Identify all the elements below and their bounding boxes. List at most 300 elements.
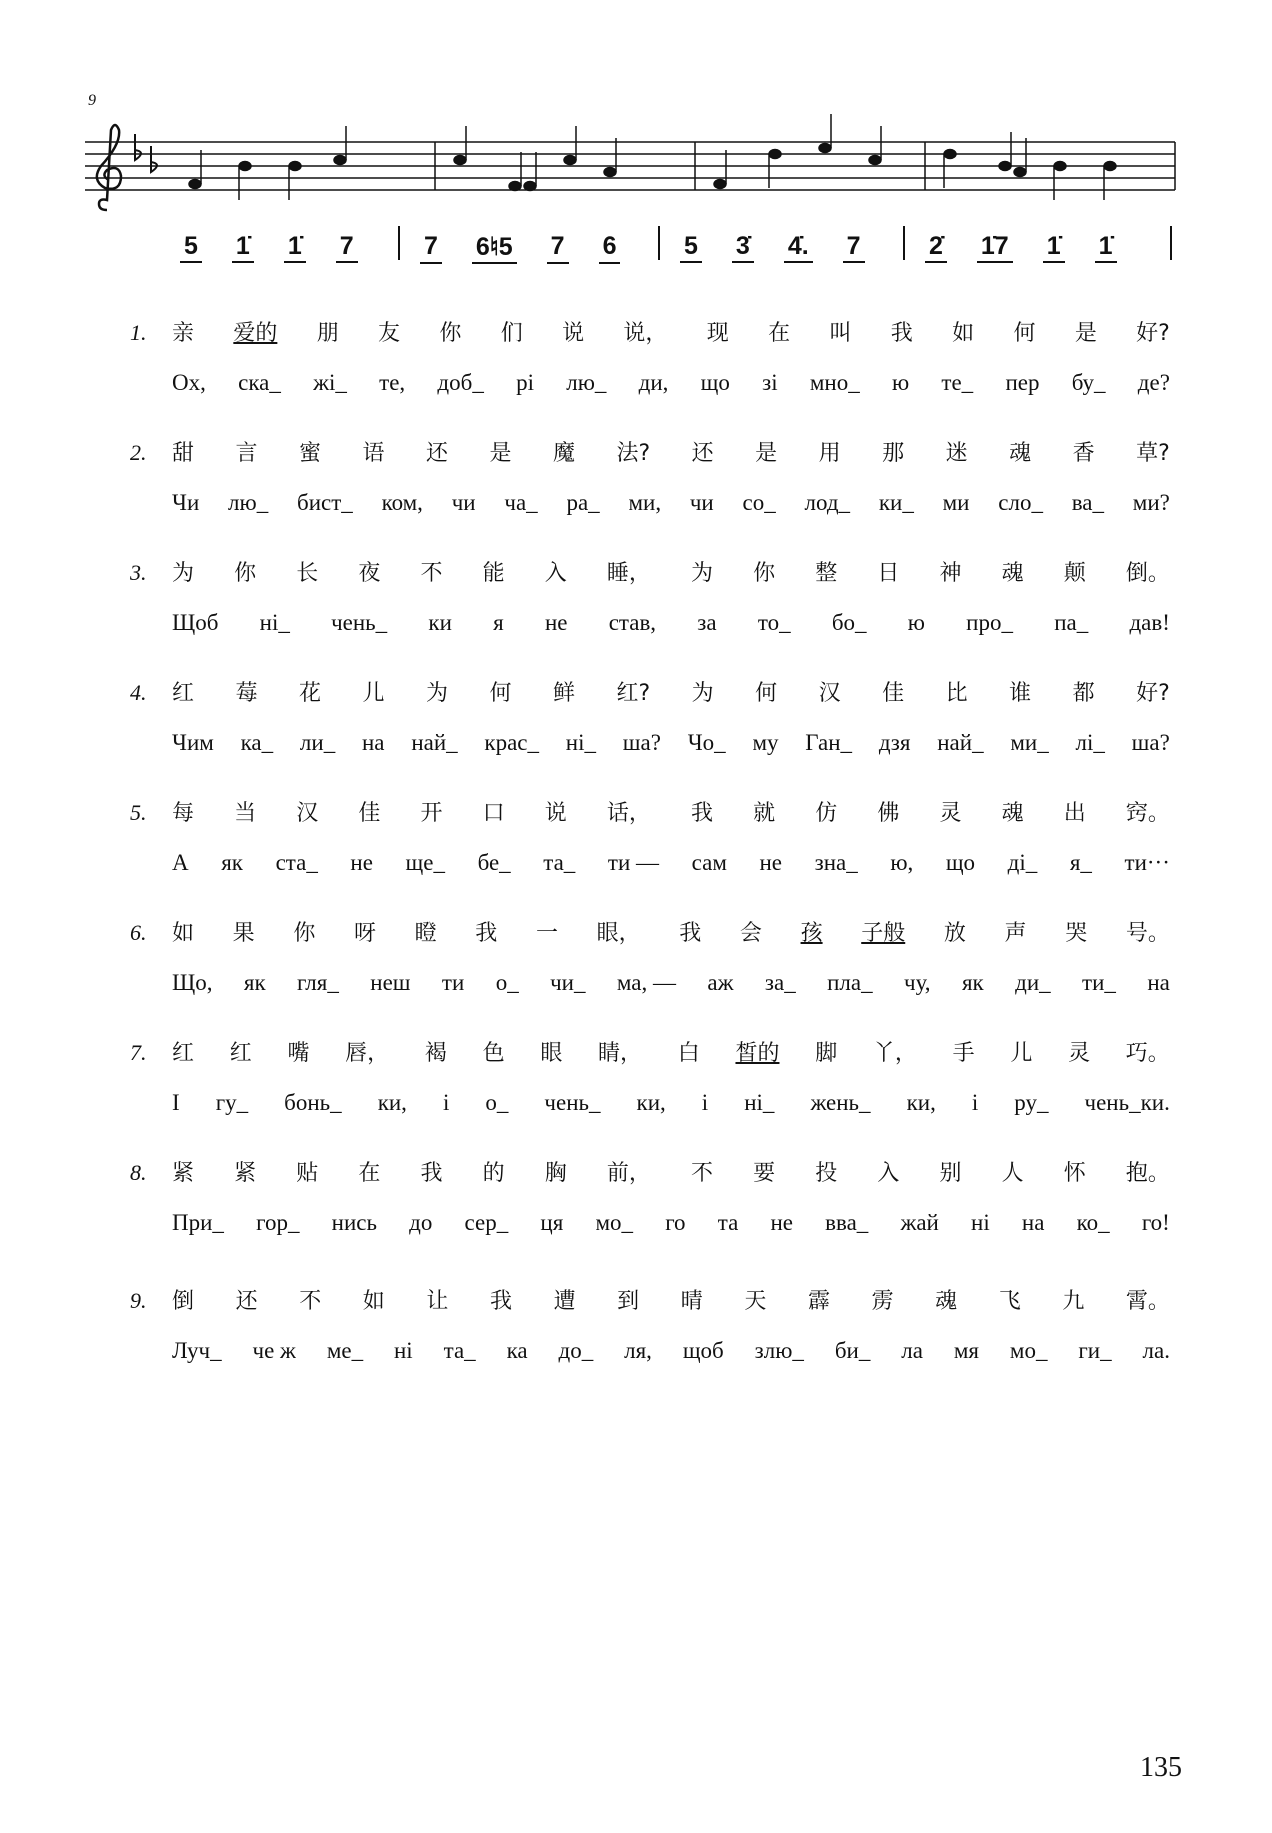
- lyric-syllable: Ган_: [805, 730, 853, 755]
- lyric-syllable: 魂: [1009, 441, 1032, 466]
- lyric-syllable: ю: [907, 610, 925, 635]
- lyric-syllable: те_: [941, 370, 974, 395]
- music-staff: [85, 110, 1185, 240]
- ukrainian-lyric-line: [172, 1338, 1170, 1364]
- lyric-syllable: 如: [362, 1289, 385, 1314]
- lyric-syllable: 用: [818, 441, 841, 466]
- lyric-syllable: 遭: [553, 1289, 576, 1314]
- lyric-syllable: ча_: [504, 490, 538, 515]
- verse-number: 3.: [130, 560, 147, 585]
- note-head: [524, 182, 536, 191]
- lyric-syllable: 整: [815, 561, 838, 586]
- lyric-syllable: 蜜: [299, 441, 322, 466]
- verse-number: 4.: [130, 680, 147, 705]
- lyric-syllable: 皙的: [735, 1041, 780, 1066]
- lyric-syllable: бе_: [477, 850, 511, 875]
- lyric-syllable: сам: [691, 850, 727, 875]
- lyric-syllable: 丫，: [872, 1041, 917, 1066]
- lyric-syllable: за_: [764, 970, 796, 995]
- lyric-syllable: чи: [451, 490, 476, 515]
- lyric-syllable: 抱。: [1125, 1161, 1170, 1186]
- lyric-syllable: ша?: [622, 730, 661, 755]
- lyric-syllable: 子般: [861, 921, 906, 946]
- lyric-syllable: 长: [296, 561, 319, 586]
- lyric-syllable: Що,: [172, 970, 213, 995]
- lyric-syllable: 怀: [1063, 1161, 1086, 1186]
- lyric-syllable: зі: [762, 370, 778, 395]
- lyric-syllable: 天: [744, 1289, 767, 1314]
- lyric-syllable: ме_: [326, 1338, 364, 1363]
- chinese-lyric-line: [172, 1284, 1170, 1315]
- lyric-syllable: то_: [757, 610, 791, 635]
- lyric-syllable: Чим: [172, 730, 214, 755]
- lyric-syllable: 好?: [1136, 681, 1170, 706]
- lyric-syllable: 能: [482, 561, 505, 586]
- lyric-syllable: 你: [753, 561, 776, 586]
- lyric-syllable: ми_: [1010, 730, 1049, 755]
- jianpu-note: 5: [680, 232, 702, 263]
- chinese-lyric-line: [172, 316, 1170, 347]
- jianpu-measure: [180, 232, 358, 263]
- lyric-syllable: му: [752, 730, 779, 755]
- lyric-syllable: жай: [900, 1210, 939, 1235]
- jianpu-note: 2̇: [925, 232, 947, 263]
- lyric-syllable: 会: [739, 921, 762, 946]
- lyric-syllable: 九: [1062, 1289, 1085, 1314]
- lyric-syllable: 是: [755, 441, 778, 466]
- lyric-syllable: як: [961, 970, 984, 995]
- lyric-syllable: че ж: [252, 1338, 296, 1363]
- lyric-syllable: 当: [234, 801, 257, 826]
- lyric-syllable: Ох,: [172, 370, 206, 395]
- lyric-syllable: мно_: [809, 370, 860, 395]
- treble-clef-icon: [97, 125, 121, 210]
- lyric-syllable: те,: [379, 370, 406, 395]
- lyric-syllable: 一: [535, 921, 558, 946]
- ukrainian-lyric-line: [172, 1210, 1170, 1236]
- lyric-syllable: бу_: [1071, 370, 1106, 395]
- lyric-syllable: 瞪: [414, 921, 437, 946]
- lyric-syllable: ю: [891, 370, 910, 395]
- jianpu-note: 1̇: [1095, 232, 1117, 263]
- note-head: [944, 150, 956, 159]
- lyric-syllable: не: [544, 610, 568, 635]
- lyric-syllable: бо_: [831, 610, 867, 635]
- lyric-syllable: ла: [901, 1338, 923, 1363]
- lyric-syllable: про_: [966, 610, 1013, 635]
- lyric-syllable: Луч_: [172, 1338, 222, 1363]
- note-head: [819, 144, 831, 153]
- lyric-syllable: ва_: [1071, 490, 1104, 515]
- verse-number: 7.: [130, 1040, 147, 1065]
- lyric-syllable: 仿: [815, 801, 838, 826]
- verse-number: 9.: [130, 1288, 147, 1313]
- lyric-syllable: 魂: [1001, 801, 1024, 826]
- lyric-syllable: мо_: [595, 1210, 634, 1235]
- note-head: [1054, 162, 1066, 171]
- lyric-syllable: 别: [939, 1161, 962, 1186]
- verse-number: 8.: [130, 1160, 147, 1185]
- lyric-syllable: та: [717, 1210, 739, 1235]
- lyric-syllable: 甜: [172, 441, 195, 466]
- ukrainian-lyric-line: [172, 850, 1170, 876]
- lyric-syllable: 在: [358, 1161, 381, 1186]
- lyric-syllable: крас_: [484, 730, 540, 755]
- lyric-syllable: 呀: [353, 921, 376, 946]
- lyric-syllable: 贴: [296, 1161, 319, 1186]
- lyric-syllable: Чо_: [687, 730, 726, 755]
- lyric-syllable: вва_: [825, 1210, 869, 1235]
- lyric-syllable: о_: [495, 970, 519, 995]
- lyric-syllable: 口: [482, 801, 505, 826]
- lyric-syllable: чи_: [550, 970, 586, 995]
- lyric-syllable: 不: [420, 561, 443, 586]
- lyric-syllable: 儿: [362, 681, 385, 706]
- lyric-syllable: 魂: [935, 1289, 958, 1314]
- note-head: [999, 162, 1011, 171]
- lyric-syllable: чень_ки.: [1084, 1090, 1170, 1115]
- lyric-syllable: що: [945, 850, 976, 875]
- lyric-syllable: ми?: [1132, 490, 1170, 515]
- lyric-syllable: Щоб: [172, 610, 219, 635]
- lyric-syllable: ти —: [607, 850, 660, 875]
- lyric-syllable: на: [1021, 1210, 1045, 1235]
- lyric-syllable: ти: [441, 970, 465, 995]
- lyric-syllable: та_: [543, 850, 576, 875]
- lyric-syllable: ком,: [381, 490, 423, 515]
- lyric-syllable: най_: [937, 730, 984, 755]
- lyric-syllable: і: [701, 1090, 709, 1115]
- jianpu-note: 6: [599, 232, 621, 264]
- lyric-syllable: 脚: [815, 1041, 838, 1066]
- lyric-syllable: до: [409, 1210, 433, 1235]
- lyric-syllable: ру_: [1014, 1090, 1049, 1115]
- lyric-syllable: та_: [443, 1338, 476, 1363]
- lyric-syllable: 手: [952, 1041, 975, 1066]
- lyric-syllable: ні_: [565, 730, 596, 755]
- lyric-syllable: ка: [506, 1338, 528, 1363]
- lyric-syllable: го!: [1141, 1210, 1170, 1235]
- barline: [1170, 226, 1172, 260]
- ukrainian-lyric-line: [172, 730, 1170, 756]
- lyric-syllable: 胸: [544, 1161, 567, 1186]
- jianpu-measure: [420, 232, 620, 264]
- lyric-syllable: 我: [420, 1161, 443, 1186]
- lyric-syllable: 白: [677, 1041, 700, 1066]
- lyric-syllable: ти_: [1082, 970, 1116, 995]
- lyric-syllable: неш: [370, 970, 411, 995]
- lyric-syllable: 红: [229, 1041, 252, 1066]
- lyric-syllable: 花: [299, 681, 322, 706]
- lyric-syllable: 魔: [553, 441, 576, 466]
- lyric-syllable: став,: [608, 610, 657, 635]
- lyric-syllable: 不: [299, 1289, 322, 1314]
- lyric-syllable: 就: [753, 801, 776, 826]
- lyric-syllable: 佳: [882, 681, 905, 706]
- lyric-syllable: 比: [945, 681, 968, 706]
- jianpu-note: 7: [843, 232, 865, 263]
- lyric-syllable: А: [172, 850, 189, 875]
- lyric-syllable: 友: [378, 321, 401, 346]
- lyric-syllable: 你: [234, 561, 257, 586]
- lyric-syllable: 雳: [871, 1289, 894, 1314]
- lyric-syllable: лод_: [804, 490, 851, 515]
- page-number: 135: [1140, 1752, 1182, 1783]
- lyric-syllable: 神: [939, 561, 962, 586]
- lyric-syllable: 我: [489, 1289, 512, 1314]
- lyric-syllable: ра_: [566, 490, 600, 515]
- lyric-syllable: зна_: [814, 850, 858, 875]
- lyric-syllable: пла_: [827, 970, 873, 995]
- lyric-syllable: 号。: [1125, 921, 1170, 946]
- lyric-syllable: Чи: [172, 490, 200, 515]
- lyric-syllable: ні_: [744, 1090, 775, 1115]
- lyric-syllable: 为: [691, 561, 714, 586]
- note-head: [239, 162, 251, 171]
- barline: [903, 226, 905, 260]
- lyric-syllable: ді_: [1007, 850, 1038, 875]
- lyric-syllable: 现: [706, 321, 729, 346]
- ukrainian-lyric-line: [172, 370, 1170, 396]
- lyric-syllable: 入: [544, 561, 567, 586]
- lyric-syllable: 语: [362, 441, 385, 466]
- lyric-syllable: 说: [562, 321, 585, 346]
- lyric-syllable: не: [350, 850, 373, 875]
- lyric-syllable: 的: [482, 1161, 505, 1186]
- lyric-syllable: злю_: [754, 1338, 804, 1363]
- lyric-syllable: 果: [232, 921, 255, 946]
- lyric-syllable: 红: [172, 1041, 195, 1066]
- ukrainian-lyric-line: [172, 970, 1170, 996]
- lyric-syllable: ли_: [299, 730, 336, 755]
- lyric-syllable: ша?: [1131, 730, 1170, 755]
- lyric-syllable: лю_: [566, 370, 607, 395]
- lyric-syllable: мя: [953, 1338, 979, 1363]
- lyric-syllable: 声: [1004, 921, 1027, 946]
- note-head: [1104, 162, 1116, 171]
- lyric-syllable: 窍。: [1125, 801, 1170, 826]
- lyric-syllable: 晴: [680, 1289, 703, 1314]
- lyric-syllable: я_: [1069, 850, 1092, 875]
- lyric-syllable: 爱的: [233, 321, 278, 346]
- lyric-syllable: би_: [834, 1338, 871, 1363]
- lyric-syllable: 放: [943, 921, 966, 946]
- lyric-syllable: як: [243, 970, 266, 995]
- lyric-syllable: 霄。: [1125, 1289, 1170, 1314]
- jianpu-note: 5: [180, 232, 202, 263]
- lyric-syllable: ні_: [259, 610, 290, 635]
- lyric-syllable: чу,: [904, 970, 931, 995]
- verse-number: 5.: [130, 800, 147, 825]
- lyric-syllable: 草?: [1136, 441, 1170, 466]
- lyric-syllable: ки_: [878, 490, 914, 515]
- lyric-syllable: 眼: [540, 1041, 563, 1066]
- lyric-syllable: 紧: [172, 1161, 195, 1186]
- lyric-syllable: 叫: [829, 321, 852, 346]
- lyric-syllable: сло_: [998, 490, 1043, 515]
- lyric-syllable: го: [665, 1210, 686, 1235]
- lyric-syllable: 夜: [358, 561, 381, 586]
- lyric-syllable: пер: [1005, 370, 1040, 395]
- barline: [398, 226, 400, 260]
- lyric-syllable: 日: [877, 561, 900, 586]
- lyric-syllable: 在: [768, 321, 791, 346]
- lyric-syllable: 你: [439, 321, 462, 346]
- lyric-syllable: 为: [691, 681, 714, 706]
- lyric-syllable: При_: [172, 1210, 224, 1235]
- jianpu-note: 7: [547, 232, 569, 264]
- lyric-syllable: 何: [489, 681, 512, 706]
- lyric-syllable: 何: [755, 681, 778, 706]
- lyric-syllable: 让: [426, 1289, 449, 1314]
- lyric-syllable: ця: [540, 1210, 564, 1235]
- lyric-syllable: 霹: [807, 1289, 830, 1314]
- jianpu-note: 4̇.: [784, 232, 813, 263]
- lyric-syllable: 佛: [877, 801, 900, 826]
- lyric-syllable: 如: [172, 921, 195, 946]
- measure-number: 9: [88, 92, 96, 109]
- lyric-syllable: 倒: [172, 1289, 195, 1314]
- lyric-syllable: 我: [890, 321, 913, 346]
- lyric-syllable: дав!: [1129, 610, 1170, 635]
- lyric-syllable: до_: [558, 1338, 594, 1363]
- lyric-syllable: ка_: [240, 730, 274, 755]
- lyric-syllable: ю,: [890, 850, 914, 875]
- ukrainian-lyric-line: [172, 1090, 1170, 1116]
- lyric-syllable: 魂: [1001, 561, 1024, 586]
- lyric-syllable: 每: [172, 801, 195, 826]
- lyric-syllable: рі: [516, 370, 534, 395]
- lyric-syllable: 为: [426, 681, 449, 706]
- lyric-syllable: жень_: [810, 1090, 871, 1115]
- numbered-notation: [180, 232, 1180, 272]
- lyric-syllable: аж: [707, 970, 734, 995]
- lyric-syllable: лю_: [228, 490, 269, 515]
- lyric-syllable: 我: [475, 921, 498, 946]
- lyric-syllable: ко_: [1076, 1210, 1110, 1235]
- lyric-syllable: ди_: [1015, 970, 1051, 995]
- lyric-syllable: чи: [689, 490, 714, 515]
- lyric-syllable: 谁: [1009, 681, 1032, 706]
- lyric-syllable: 何: [1013, 321, 1036, 346]
- note-head: [509, 182, 521, 191]
- lyric-syllable: дзя: [878, 730, 911, 755]
- lyric-syllable: 话，: [606, 801, 651, 826]
- lyric-syllable: ги_: [1078, 1338, 1112, 1363]
- jianpu-note: 1̇7: [977, 232, 1013, 263]
- lyric-syllable: 言: [235, 441, 258, 466]
- lyric-syllable: за: [697, 610, 717, 635]
- lyric-syllable: нись: [331, 1210, 377, 1235]
- lyric-syllable: 香: [1072, 441, 1095, 466]
- lyric-syllable: 嘴: [287, 1041, 310, 1066]
- barline: [658, 226, 660, 260]
- chinese-lyric-line: [172, 676, 1170, 707]
- lyric-syllable: 红?: [616, 681, 651, 706]
- lyric-syllable: гор_: [256, 1210, 300, 1235]
- lyric-syllable: ми,: [628, 490, 662, 515]
- lyric-syllable: 灵: [939, 801, 962, 826]
- lyric-syllable: 开: [420, 801, 443, 826]
- lyric-syllable: доб_: [437, 370, 484, 395]
- lyric-syllable: 倒。: [1125, 561, 1170, 586]
- lyric-syllable: 不: [691, 1161, 714, 1186]
- lyric-syllable: 莓: [235, 681, 258, 706]
- lyric-syllable: ки,: [377, 1090, 407, 1115]
- lyric-syllable: 前，: [606, 1161, 651, 1186]
- lyric-syllable: 要: [753, 1161, 776, 1186]
- lyric-syllable: 汉: [296, 801, 319, 826]
- lyric-syllable: і: [442, 1090, 450, 1115]
- lyric-syllable: 如: [952, 321, 975, 346]
- lyric-syllable: 佳: [358, 801, 381, 826]
- lyric-syllable: не: [770, 1210, 793, 1235]
- lyric-syllable: со_: [742, 490, 776, 515]
- lyric-syllable: гу_: [215, 1090, 249, 1115]
- lyric-syllable: 鲜: [553, 681, 576, 706]
- note-head: [564, 156, 576, 165]
- lyric-syllable: 孩: [800, 921, 823, 946]
- lyric-syllable: 睡，: [606, 561, 651, 586]
- lyric-syllable: чень_: [544, 1090, 601, 1115]
- lyric-syllable: 你: [293, 921, 316, 946]
- lyric-syllable: 紧: [234, 1161, 257, 1186]
- lyric-syllable: ми: [942, 490, 970, 515]
- lyric-syllable: на: [362, 730, 385, 755]
- jianpu-note: 7: [420, 232, 442, 264]
- note-head: [454, 156, 466, 165]
- lyric-syllable: сер_: [464, 1210, 509, 1235]
- lyric-syllable: лі_: [1075, 730, 1105, 755]
- lyric-syllable: де?: [1137, 370, 1170, 395]
- jianpu-note: 6♮5: [472, 232, 517, 264]
- lyric-syllable: 睛，: [598, 1041, 643, 1066]
- lyric-syllable: ди,: [638, 370, 669, 395]
- ukrainian-lyric-line: [172, 490, 1170, 516]
- jianpu-note: 1̇: [1043, 232, 1065, 263]
- lyric-syllable: ні: [971, 1210, 990, 1235]
- lyric-syllable: як: [221, 850, 243, 875]
- note-head: [604, 168, 616, 177]
- chinese-lyric-line: [172, 1036, 1170, 1067]
- lyric-syllable: 是: [1074, 321, 1097, 346]
- lyric-syllable: 入: [877, 1161, 900, 1186]
- lyric-syllable: 们: [500, 321, 523, 346]
- lyric-syllable: 唇，: [345, 1041, 390, 1066]
- note-head: [289, 162, 301, 171]
- lyric-syllable: 说，: [623, 321, 668, 346]
- lyric-syllable: що: [700, 370, 730, 395]
- chinese-lyric-line: [172, 796, 1170, 827]
- chinese-lyric-line: [172, 1156, 1170, 1187]
- lyric-syllable: 我: [691, 801, 714, 826]
- lyric-syllable: ні: [394, 1338, 413, 1363]
- lyric-syllable: щоб: [682, 1338, 724, 1363]
- jianpu-note: 3̇: [732, 232, 754, 263]
- lyric-syllable: 褐: [424, 1041, 447, 1066]
- lyric-syllable: ки,: [906, 1090, 936, 1115]
- lyric-syllable: 都: [1072, 681, 1095, 706]
- verse-number: 2.: [130, 440, 147, 465]
- lyric-syllable: па_: [1054, 610, 1089, 635]
- lyric-syllable: 出: [1063, 801, 1086, 826]
- lyric-syllable: 红: [172, 681, 195, 706]
- note-head: [869, 156, 881, 165]
- lyric-syllable: ла.: [1142, 1338, 1170, 1363]
- chinese-lyric-line: [172, 436, 1170, 467]
- note-head: [189, 180, 201, 189]
- lyric-syllable: жі_: [313, 370, 347, 395]
